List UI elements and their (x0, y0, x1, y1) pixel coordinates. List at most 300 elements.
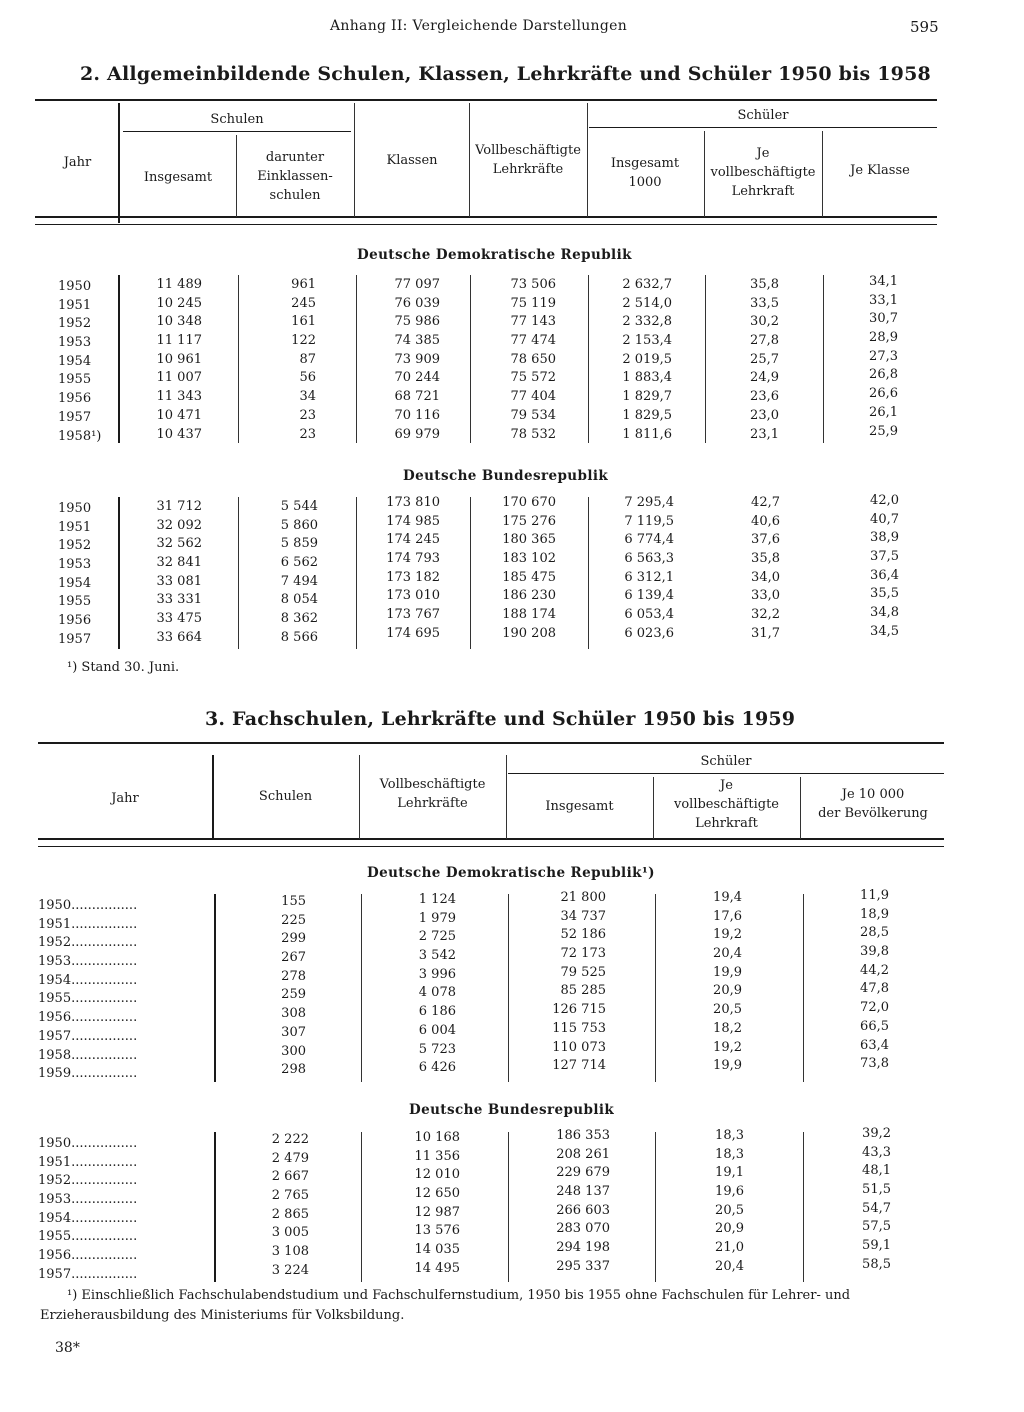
table2-header-divider (354, 103, 355, 217)
table-cell: 20,9 (715, 1221, 744, 1237)
table-cell: 40,6 (751, 513, 780, 529)
table-cell: 10 437 (156, 426, 202, 442)
table-cell: 267 (281, 950, 306, 966)
table-cell: 77 404 (510, 389, 556, 405)
table-cell: 73,8 (860, 1056, 889, 1072)
table-cell: 37,5 (870, 549, 899, 565)
table-cell: 33,1 (869, 292, 898, 308)
table-cell: 127 714 (552, 1058, 606, 1074)
table-cell: 1956 (58, 613, 92, 629)
table3-brd-schulen (216, 1131, 309, 1281)
table-cell: 174 985 (386, 513, 440, 529)
table-cell: 69 979 (394, 426, 440, 442)
table-cell: 21,0 (715, 1240, 744, 1256)
table-cell: 173 010 (386, 588, 440, 604)
table-cell: 7 119,5 (624, 513, 674, 529)
table2-body-divider (588, 275, 589, 443)
table3-body-divider (361, 894, 362, 1082)
table2-body-divider (823, 275, 824, 443)
table3-brd-lehrkraefte (363, 1129, 460, 1279)
table-cell: 35,8 (751, 551, 780, 567)
table2-brd-je-klasse (825, 492, 899, 642)
table-cell: 2 632,7 (622, 277, 672, 292)
header-line: vollbeschäftigte (673, 797, 779, 812)
table2-col-je-lehrkraft (706, 144, 820, 201)
table-cell: 308 (281, 1006, 306, 1022)
table-cell: 11 117 (156, 333, 202, 349)
header-line: Lehrkraft (731, 184, 795, 199)
table-cell: 1952................ (38, 1173, 138, 1189)
table-cell: 27,8 (750, 333, 779, 349)
table-cell: 32 562 (156, 536, 202, 552)
header-line: 1000 (628, 175, 662, 190)
table-cell: 25,9 (869, 423, 898, 439)
table2-body-divider (118, 275, 120, 443)
table-cell: 5 723 (418, 1041, 456, 1057)
table-cell: 10 348 (156, 314, 202, 330)
table-cell: 183 102 (502, 551, 556, 567)
table-cell: 259 (281, 987, 306, 1003)
table-cell: 266 603 (556, 1202, 610, 1218)
table-cell: 42,0 (870, 493, 899, 508)
table-cell: 5 544 (280, 499, 318, 514)
table-cell: 75 986 (394, 314, 440, 330)
table-cell: 294 198 (556, 1240, 610, 1256)
table-cell: 6 023,6 (624, 625, 674, 641)
header-line: Je 10 000 (841, 787, 905, 802)
table-cell: 2 153,4 (622, 333, 672, 349)
table-cell: 40,7 (870, 511, 899, 527)
table-cell: 186 230 (502, 588, 556, 604)
table3-header-rule-2 (38, 846, 944, 847)
table2-section-ddr: Deutsche Demokratische Republik (357, 247, 632, 263)
table-cell: 77 474 (510, 333, 556, 349)
table-cell: 12 987 (414, 1204, 460, 1220)
table2-header-rule (35, 216, 937, 218)
table-cell: 33,5 (750, 295, 779, 311)
table2-col-klassen: Klassen (386, 153, 438, 168)
table2-col-je-klasse: Je Klasse (850, 163, 910, 178)
table-cell: 19,4 (713, 890, 742, 905)
table-cell: 37,6 (751, 532, 780, 548)
table-cell: 33,0 (751, 588, 780, 604)
table-cell: 19,6 (715, 1184, 744, 1200)
table-cell: 1959................ (38, 1066, 138, 1082)
table-cell: 34,8 (870, 605, 899, 621)
table-cell: 1955 (58, 594, 92, 610)
table-cell: 2 332,8 (622, 314, 672, 330)
table2-brd-years (58, 500, 118, 650)
table-cell: 1957................ (38, 1266, 138, 1282)
table-cell: 295 337 (556, 1258, 610, 1274)
table3-col-je-lehrkraft (655, 776, 798, 833)
table2-body-divider (705, 275, 706, 443)
table-cell: 39,8 (860, 944, 889, 960)
table-cell: 1953................ (38, 954, 138, 970)
table-cell: 19,9 (713, 1058, 742, 1074)
table-cell: 1957 (58, 409, 92, 425)
table-cell: 78 650 (510, 351, 556, 367)
table-cell: 32 092 (156, 517, 202, 533)
table-cell: 33 331 (156, 592, 202, 608)
table-cell: 77 143 (510, 314, 556, 330)
table-cell: 1954 (58, 575, 92, 591)
table3-ddr-years (38, 897, 212, 1084)
table-cell: 34,0 (751, 569, 780, 585)
table-cell: 283 070 (556, 1221, 610, 1237)
header-line: Lehrkraft (695, 816, 758, 831)
table-cell: 44,2 (860, 962, 889, 978)
table-cell: 23,0 (750, 407, 779, 423)
table2-brd-je-lehrkraft (707, 494, 780, 644)
table2-body-divider (238, 497, 239, 649)
table-cell: 31 712 (156, 499, 202, 514)
header-line: Je (720, 778, 733, 793)
table-cell: 1957 (58, 631, 92, 647)
table3-brd-je-bevoelkerung (805, 1125, 891, 1275)
table3-col-schulen: Schulen (258, 789, 313, 804)
table2-header-divider (704, 131, 705, 217)
table-cell: 2 514,0 (622, 295, 672, 311)
table-cell: 173 767 (386, 607, 440, 623)
table-cell: 6 053,4 (624, 607, 674, 623)
header-line: schulen (269, 188, 321, 203)
table-cell: 73 909 (394, 351, 440, 367)
table-cell: 307 (281, 1024, 306, 1040)
table-cell: 2 667 (271, 1169, 309, 1185)
table-cell: 208 261 (556, 1146, 610, 1162)
table-cell: 6 774,4 (624, 532, 674, 548)
table3-header-divider (506, 755, 507, 839)
table-cell: 42,7 (751, 495, 780, 510)
table2-ddr-je-lehrkraft (707, 276, 779, 444)
table-cell: 2 222 (271, 1132, 309, 1147)
table2-col-lehrkraefte (470, 141, 586, 179)
header-line: Vollbeschäftigte (379, 777, 486, 792)
table3-schueler-group-rule (508, 773, 944, 774)
table2-col-insgesamt: Insgesamt (143, 170, 213, 185)
table-cell: 74 385 (394, 333, 440, 349)
table-cell: 78 532 (510, 426, 556, 442)
table3-body-divider (803, 894, 804, 1082)
table-cell: 34,5 (870, 623, 899, 639)
table-cell: 73 506 (510, 277, 556, 292)
table-cell: 1955................ (38, 1229, 138, 1245)
table-cell: 18,3 (715, 1146, 744, 1162)
table3-col-jahr: Jahr (111, 791, 139, 806)
table-cell: 1951 (58, 519, 92, 535)
table-cell: 8 566 (280, 629, 318, 645)
table-cell: 1955 (58, 372, 92, 388)
table-cell: 58,5 (862, 1256, 891, 1272)
table-cell: 161 (291, 314, 316, 330)
table2-col-einklassen (238, 148, 352, 205)
table-cell: 1957................ (38, 1028, 138, 1044)
header-line: Lehrkräfte (492, 162, 564, 177)
table-cell: 188 174 (502, 607, 556, 623)
table-cell: 79 525 (560, 964, 606, 980)
table-cell: 1952 (58, 316, 92, 332)
table-cell: 26,1 (869, 404, 898, 420)
table2-schueler-group-rule (589, 127, 937, 128)
table-cell: 248 137 (556, 1184, 610, 1200)
table-cell: 3 108 (271, 1244, 309, 1260)
table3-col-je-bevoelkerung (802, 785, 944, 823)
header-line: Je (756, 146, 770, 161)
table-cell: 2 765 (271, 1188, 309, 1204)
table-cell: 75 572 (510, 370, 556, 386)
table-cell: 3 005 (271, 1225, 309, 1241)
table-cell: 1 979 (418, 910, 456, 926)
table-cell: 1958¹) (58, 428, 102, 444)
table-cell: 1951 (58, 297, 92, 313)
table-cell: 3 996 (418, 966, 456, 982)
table3-body-divider (655, 1132, 656, 1282)
table-cell: 30,7 (869, 311, 898, 327)
table-cell: 10 245 (156, 295, 202, 311)
table2-header-divider (236, 135, 237, 217)
table-cell: 155 (281, 894, 306, 909)
table-cell: 2 479 (271, 1150, 309, 1166)
table-cell: 8 362 (280, 611, 318, 627)
table-cell: 26,6 (869, 386, 898, 402)
table-cell: 175 276 (502, 513, 556, 529)
table-cell: 173 182 (386, 569, 440, 585)
table-cell: 1956 (58, 391, 92, 407)
table2-ddr-schueler (590, 276, 672, 444)
table3-header-divider (653, 777, 654, 839)
table-cell: 5 860 (280, 517, 318, 533)
table-cell: 6 563,3 (624, 551, 674, 567)
table-cell: 18,9 (860, 906, 889, 922)
table2-brd-klassen (358, 494, 440, 644)
table2-brd-schulen (122, 498, 202, 648)
table2-footnote: ¹) Stand 30. Juni. (67, 660, 180, 675)
table-cell: 10 471 (156, 407, 202, 423)
table-cell: 6 312,1 (624, 569, 674, 585)
table-cell: 225 (281, 912, 306, 928)
table3-body-divider (803, 1132, 804, 1282)
table2-body-divider (470, 497, 471, 649)
header-line: darunter (265, 150, 325, 165)
table-cell: 11,9 (860, 888, 889, 903)
table-cell: 59,1 (862, 1238, 891, 1254)
table2-ddr-schulen (122, 276, 202, 444)
table3-header-rule (38, 838, 944, 840)
table2-title: 2. Allgemeinbildende Schulen, Klassen, Lehrkräfte und Schüler 1950 bis 1958 (80, 63, 931, 85)
table2-section-brd: Deutsche Bundesrepublik (403, 468, 609, 484)
table-cell: 23 (299, 426, 316, 442)
table-cell: 126 715 (552, 1002, 606, 1018)
table-cell: 1952................ (38, 935, 138, 951)
header-line: Insgesamt (610, 156, 680, 171)
header-line: Lehrkräfte (397, 796, 468, 811)
table-cell: 1954................ (38, 972, 138, 988)
table-cell: 174 793 (386, 551, 440, 567)
table-cell: 110 073 (552, 1039, 606, 1055)
table-cell: 10 168 (414, 1130, 460, 1145)
table-cell: 20,9 (713, 983, 742, 999)
table-cell: 1950................ (38, 1136, 138, 1151)
table-cell: 26,8 (869, 367, 898, 383)
table2-body-divider (356, 497, 357, 649)
table-cell: 85 285 (560, 983, 606, 999)
table-cell: 34 (299, 389, 316, 405)
table-cell: 19,1 (715, 1165, 744, 1181)
table2-col-jahr: Jahr (63, 155, 92, 170)
table-cell: 1 811,6 (622, 426, 672, 442)
table-cell: 25,7 (750, 351, 779, 367)
table-cell: 1952 (58, 538, 92, 554)
table-cell: 23,1 (750, 426, 779, 442)
table2-header-divider (822, 131, 823, 217)
table-cell: 1 829,7 (622, 389, 672, 405)
table2-group-schulen: Schulen (210, 112, 264, 127)
table-cell: 299 (281, 931, 306, 947)
table-cell: 30,2 (750, 314, 779, 330)
signature-mark: 38* (55, 1340, 80, 1356)
table3-header-divider (359, 755, 360, 839)
table-cell: 245 (291, 295, 316, 311)
table-cell: 23,6 (750, 389, 779, 405)
table2-ddr-einklassen (240, 276, 316, 444)
table-cell: 66,5 (860, 1018, 889, 1034)
table-cell: 6 562 (280, 555, 318, 571)
table-cell: 174 695 (386, 625, 440, 641)
table-cell: 6 139,4 (624, 588, 674, 604)
table-cell: 77 097 (394, 277, 440, 292)
table3-body-divider (508, 894, 509, 1082)
table-cell: 47,8 (860, 981, 889, 997)
table-cell: 48,1 (862, 1163, 891, 1179)
table3-brd-years (38, 1135, 212, 1285)
table3-section-brd: Deutsche Bundesrepublik (409, 1102, 615, 1118)
table3-body-divider (655, 894, 656, 1082)
table-cell: 20,5 (713, 1002, 742, 1018)
table-cell: 2 019,5 (622, 351, 672, 367)
table2-schulen-group-rule (123, 131, 351, 132)
table-cell: 1954................ (38, 1210, 138, 1226)
table-cell: 54,7 (862, 1200, 891, 1216)
table-cell: 174 245 (386, 532, 440, 548)
table-cell: 298 (281, 1062, 306, 1078)
table-cell: 34,1 (869, 274, 898, 289)
table2-ddr-je-klasse (825, 273, 898, 441)
table3-ddr-schulen (216, 893, 306, 1080)
table2-brd-lehrkraefte (472, 494, 556, 644)
table-cell: 33 081 (156, 573, 202, 589)
table-cell: 33 664 (156, 629, 202, 645)
table3-ddr-je-lehrkraft (657, 889, 742, 1076)
running-header: Anhang II: Vergleichende Darstellungen (330, 18, 628, 34)
table-cell: 51,5 (862, 1182, 891, 1198)
table-cell: 11 356 (414, 1148, 460, 1164)
table3-brd-schueler (510, 1127, 610, 1277)
table-cell: 229 679 (556, 1165, 610, 1181)
table2-brd-schueler (590, 494, 674, 644)
table2-ddr-lehrkraefte (472, 276, 556, 444)
table2-ddr-klassen (358, 276, 440, 444)
table-cell: 11 489 (156, 277, 202, 292)
table3-brd-je-lehrkraft (657, 1127, 744, 1277)
table-cell: 20,4 (715, 1258, 744, 1274)
table-cell: 72 173 (560, 946, 606, 962)
table2-col-schueler-insgesamt (588, 154, 702, 192)
table-cell: 18,2 (713, 1020, 742, 1036)
table-cell: 6 426 (418, 1060, 456, 1076)
table-cell: 1956................ (38, 1248, 138, 1264)
table3-header-divider (800, 777, 801, 839)
table-cell: 7 295,4 (624, 495, 674, 510)
table-cell: 23 (299, 407, 316, 423)
table-cell: 1951................ (38, 1154, 138, 1170)
table-cell: 18,3 (715, 1128, 744, 1143)
table2-ddr-years (58, 278, 118, 446)
table-cell: 170 670 (502, 495, 556, 510)
table-cell: 185 475 (502, 569, 556, 585)
table-cell: 52 186 (560, 927, 606, 943)
table-cell: 20,5 (715, 1202, 744, 1218)
table-cell: 278 (281, 968, 306, 984)
table3-top-rule (38, 742, 944, 744)
table2-brd-einklassen (240, 498, 318, 648)
table-cell: 28,5 (860, 925, 889, 941)
table2-top-rule (35, 99, 937, 101)
table-cell: 70 116 (394, 407, 440, 423)
table-cell: 35,5 (870, 586, 899, 602)
table-cell: 180 365 (502, 532, 556, 548)
table-cell: 961 (291, 277, 316, 292)
table-cell: 122 (291, 333, 316, 349)
table-cell: 19,2 (713, 1039, 742, 1055)
table-cell: 6 186 (418, 1004, 456, 1020)
table-cell: 1953................ (38, 1192, 138, 1208)
table-cell: 2 725 (418, 929, 456, 945)
table-cell: 39,2 (862, 1126, 891, 1141)
table3-ddr-je-bevoelkerung (805, 887, 889, 1074)
table2-header-divider (118, 103, 120, 223)
table-cell: 1951................ (38, 916, 138, 932)
table-cell: 300 (281, 1043, 306, 1059)
table-cell: 190 208 (502, 625, 556, 641)
table-cell: 1950 (58, 279, 92, 294)
table-cell: 8 054 (280, 592, 318, 608)
table-cell: 3 224 (271, 1262, 309, 1278)
table-cell: 19,9 (713, 964, 742, 980)
table-cell: 68 721 (394, 389, 440, 405)
table-cell: 1958................ (38, 1047, 138, 1063)
table-cell: 31,7 (751, 625, 780, 641)
table-cell: 32 841 (156, 555, 202, 571)
page-number: 595 (910, 18, 939, 36)
table-cell: 6 004 (418, 1022, 456, 1038)
table-cell: 11 343 (156, 389, 202, 405)
table-cell: 12 650 (414, 1186, 460, 1202)
table-cell: 35,8 (750, 277, 779, 292)
table-cell: 186 353 (556, 1128, 610, 1143)
table-cell: 63,4 (860, 1037, 889, 1053)
table-cell: 24,9 (750, 370, 779, 386)
table-cell: 87 (299, 351, 316, 367)
table3-group-schueler: Schüler (700, 754, 752, 769)
table3-section-ddr: Deutsche Demokratische Republik¹) (367, 865, 655, 881)
table3-col-lehrkraefte (361, 775, 504, 813)
table-cell: 1 829,5 (622, 407, 672, 423)
table-cell: 11 007 (156, 370, 202, 386)
table-cell: 19,2 (713, 927, 742, 943)
table-cell: 20,4 (713, 946, 742, 962)
table2-group-schueler: Schüler (737, 108, 789, 123)
